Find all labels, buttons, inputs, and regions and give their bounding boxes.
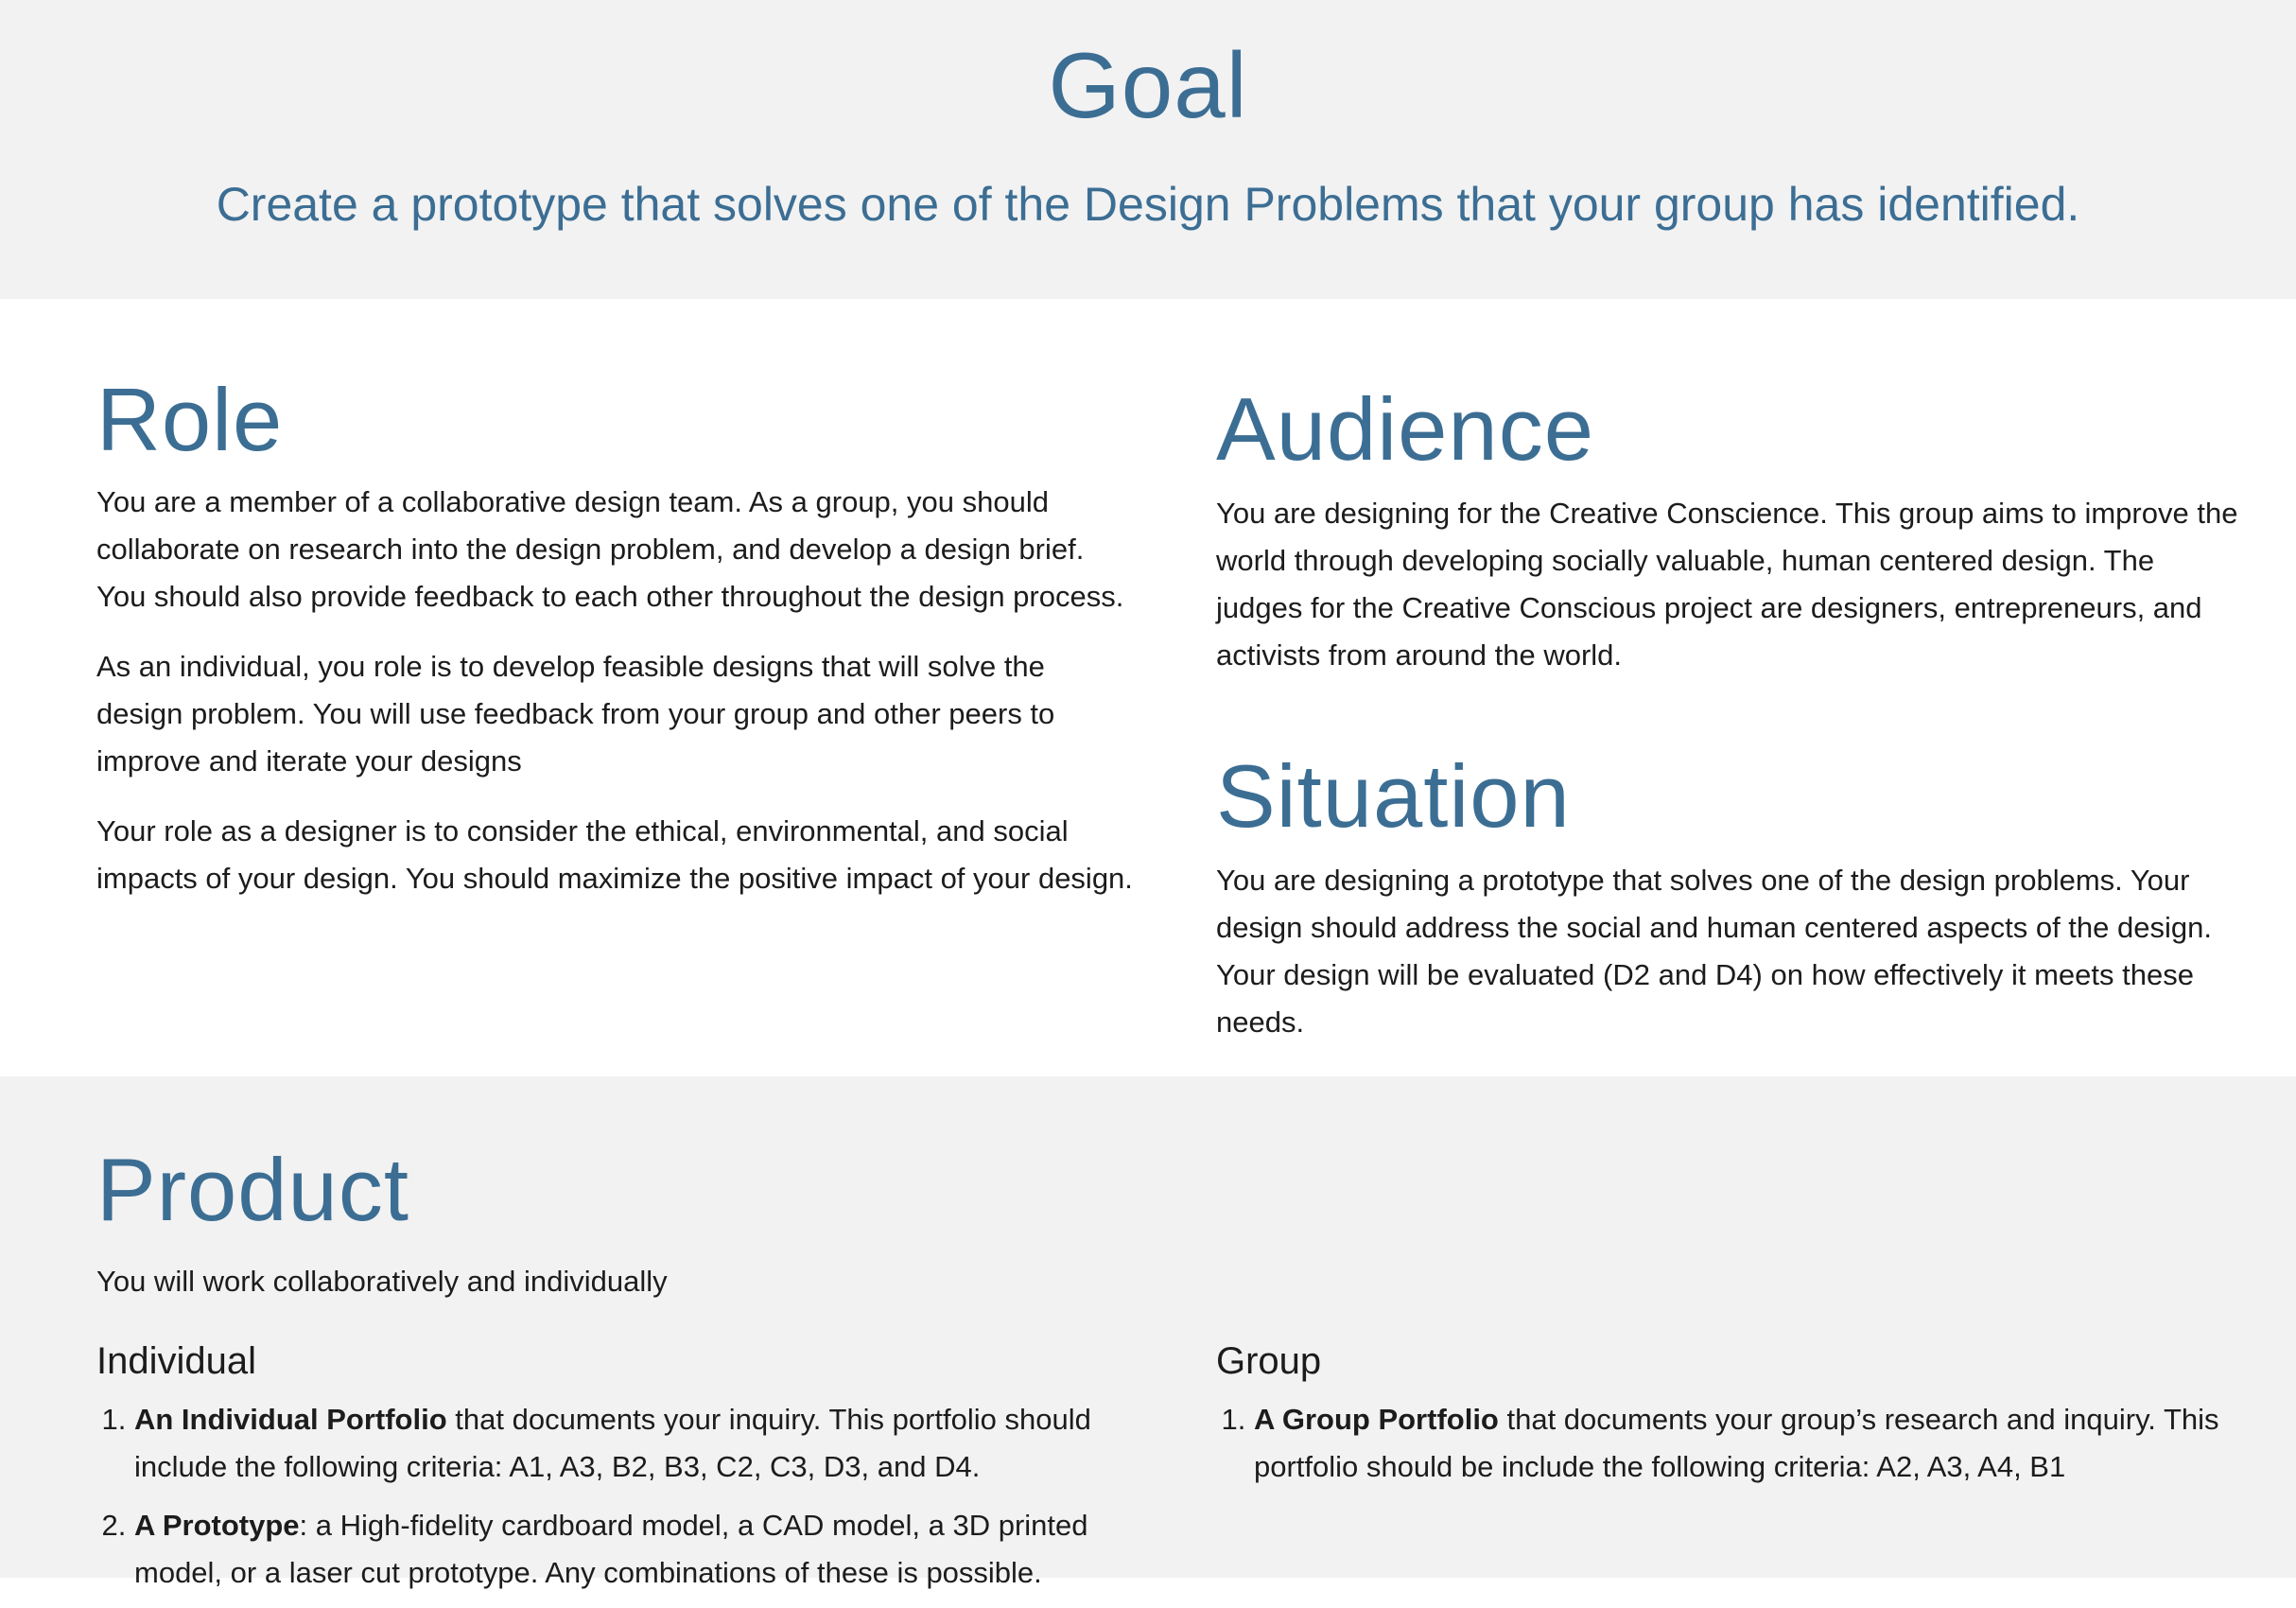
item-bold: A Group Portfolio [1254,1403,1499,1436]
audience-paragraph: You are designing for the Creative Conscience. This group aims to improve the world through developing socially valuable, human centered design. The judges for the Creative Conscious project are designers, entrepreneurs, and activists from around the world. [1216,497,2238,672]
list-item [134,1396,1137,1491]
audience-title: Audience [1216,379,1594,479]
individual-heading: Individual [96,1340,257,1382]
item-text: that documents your inquiry. This portfolio should include the following criteria: A1, A3, B2, B3, C2, C3, D3, and D4. [134,1403,1091,1483]
item-text: that documents your group’s research and inquiry. This portfolio should be include the following criteria: A2, A3, A4, B1 [1254,1403,2219,1483]
list-item [1254,1396,2247,1491]
goal-subtitle: Create a prototype that solves one of the Design Problems that your group has identified. [216,178,2080,231]
list-item [134,1502,1137,1597]
goal-title: Goal [1048,33,1248,137]
role-title: Role [96,370,284,469]
group-list [1216,1396,2247,1491]
product-section [0,1076,2296,1589]
situation-paragraph: You are designing a prototype that solves one of the design problems. Your design should address the social and human centered aspects of the design. Your design will be evaluated (D2 and D4) on how effectively it meets these needs. [1216,864,2212,1039]
item-bold: A Prototype [134,1509,300,1542]
role-column [96,367,1137,902]
role-audience-situation-section [0,299,2296,1076]
individual-column [96,1336,1137,1608]
audience-column [1216,376,2247,679]
role-paragraph-2: As an individual, you role is to develop feasible designs that will solve the design problem. You will use feedback from your group and other peers to improve and iterate your designs [96,650,1055,778]
product-title: Product [96,1140,409,1239]
item-text: : a High-fidelity cardboard model, a CAD model, a 3D printed model, or a laser cut prototype. Any combinations of these is possible. [134,1509,1088,1589]
product-header [96,1137,1137,1305]
product-intro: You will work collaboratively and individually [96,1265,668,1298]
goal-section [0,0,2296,299]
role-paragraph-1: You are a member of a collaborative design team. As a group, you should collaborate on research into the design problem, and develop a design brief. You should also provide feedback to each other throughout the design process. [96,485,1124,613]
situation-column [1216,743,2247,1046]
group-column [1216,1336,2247,1502]
role-paragraph-3: Your role as a designer is to consider the ethical, environmental, and social impacts of your design. You should maximize the positive impact of your design. [96,814,1133,895]
group-heading: Group [1216,1340,1322,1382]
situation-title: Situation [1216,746,1571,846]
individual-list [96,1396,1137,1597]
item-bold: An Individual Portfolio [134,1403,447,1436]
